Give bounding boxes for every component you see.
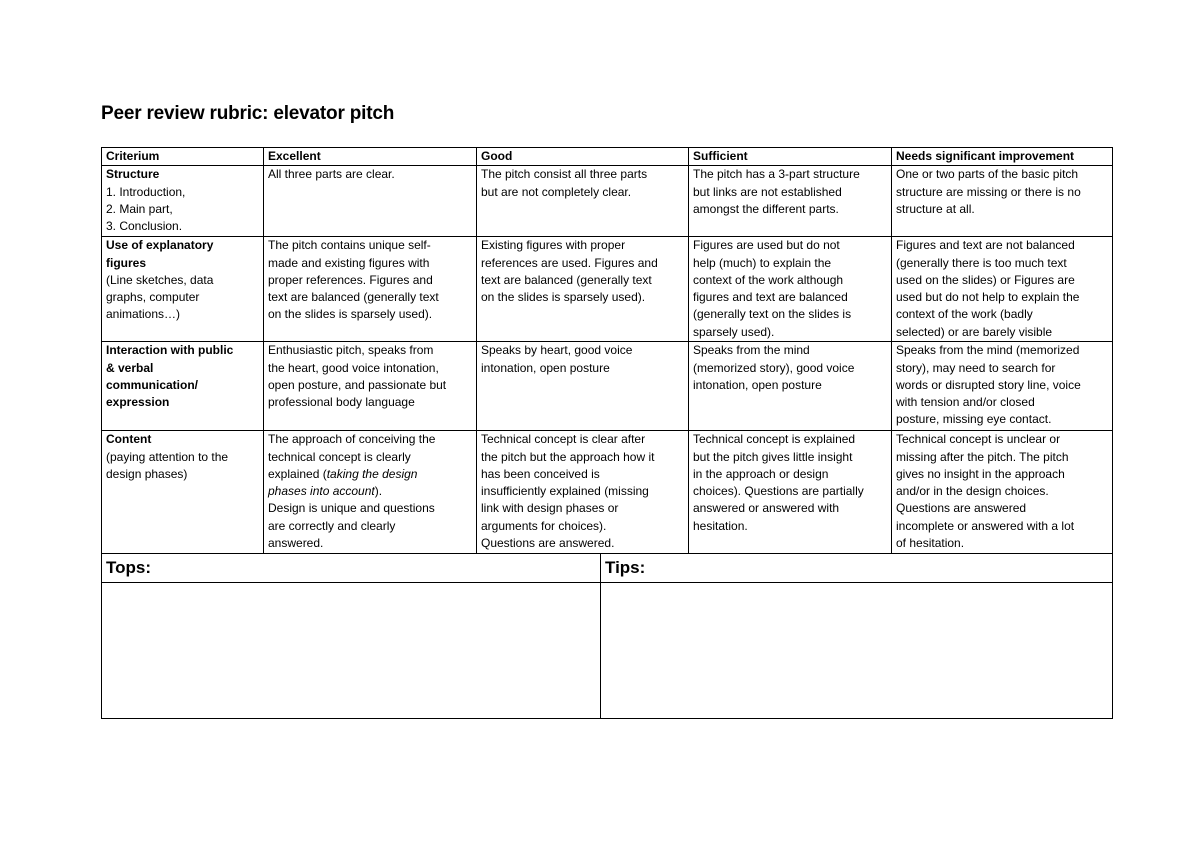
criterion-title: Structure xyxy=(106,167,160,182)
cell-line: All three parts are clear. xyxy=(268,167,395,182)
cell-line: are correctly and clearly xyxy=(268,518,396,533)
cell-line: One or two parts of the basic pitch xyxy=(896,167,1079,182)
criterion-title: Interaction with public xyxy=(106,343,234,358)
cell-line: link with design phases or xyxy=(481,501,619,516)
needs-cell xyxy=(892,431,1113,554)
cell-line: missing after the pitch. The pitch xyxy=(896,449,1069,464)
cell-line: on the slides is sparsely used). xyxy=(481,290,646,305)
good-cell xyxy=(477,166,689,237)
good-cell xyxy=(477,431,689,554)
sufficient-cell xyxy=(689,431,892,554)
good-cell xyxy=(477,237,689,342)
cell-line: on the slides is sparsely used). xyxy=(268,307,433,322)
header-row xyxy=(102,148,1113,166)
criterion-cell xyxy=(102,431,264,554)
table-row xyxy=(102,431,1113,554)
criterion-sub: design phases) xyxy=(106,466,188,481)
cell-line: Technical concept is unclear or xyxy=(896,432,1061,447)
criterion-title: Use of explanatory xyxy=(106,238,214,253)
needs-cell xyxy=(892,237,1113,342)
cell-line: The approach of conceiving the xyxy=(268,432,436,447)
cell-line: of hesitation. xyxy=(896,536,965,551)
cell-line: text are balanced (generally text xyxy=(481,272,652,287)
criterion-sub: (paying attention to the xyxy=(106,449,229,464)
excellent-cell xyxy=(264,166,477,237)
tips-heading: Tips: xyxy=(601,554,1113,583)
cell-line: proper references. Figures and xyxy=(268,272,433,287)
cell-line: Speaks from the mind (memorized xyxy=(896,343,1080,358)
cell-line: posture, missing eye contact. xyxy=(896,412,1052,427)
criterion-sub: graphs, computer xyxy=(106,290,200,305)
cell-line: but are not completely clear. xyxy=(481,184,632,199)
criterion-title: figures xyxy=(106,255,147,270)
cell-line: structure at all. xyxy=(896,201,975,216)
cell-line: The pitch contains unique self- xyxy=(268,238,431,253)
tips-input-area[interactable] xyxy=(601,583,1113,719)
table-row xyxy=(102,342,1113,431)
cell-line: answered or answered with xyxy=(693,501,840,516)
cell-line: but links are not established xyxy=(693,184,842,199)
cell-line: story), may need to search for xyxy=(896,360,1056,375)
cell-line: arguments for choices). xyxy=(481,518,607,533)
cell-line: in the approach or design xyxy=(693,466,829,481)
needs-cell xyxy=(892,342,1113,431)
cell-line: sparsely used). xyxy=(693,324,775,339)
criterion-sub: 3. Conclusion. xyxy=(106,219,183,234)
cell-line: the heart, good voice intonation, xyxy=(268,360,439,375)
header-needs-improvement: Needs significant improvement xyxy=(892,148,1113,166)
cell-line: Figures and text are not balanced xyxy=(896,238,1075,253)
cell-line xyxy=(268,466,472,483)
header-sufficient: Sufficient xyxy=(689,148,892,166)
cell-line: hesitation. xyxy=(693,518,748,533)
cell-line: Technical concept is explained xyxy=(693,432,856,447)
criterion-sub: 2. Main part, xyxy=(106,201,173,216)
rubric-table xyxy=(101,147,1113,554)
cell-line: insufficiently explained (missing xyxy=(481,484,649,499)
criterion-sub: (Line sketches, data xyxy=(106,272,214,287)
cell-line: Figures are used but do not xyxy=(693,238,840,253)
cell-line: references are used. Figures and xyxy=(481,255,658,270)
criterion-cell xyxy=(102,166,264,237)
cell-line: (generally text on the slides is xyxy=(693,307,852,322)
needs-cell xyxy=(892,166,1113,237)
italic-text: taking the design xyxy=(326,466,418,481)
header-good: Good xyxy=(477,148,689,166)
good-cell xyxy=(477,342,689,431)
cell-line: and/or in the design choices. xyxy=(896,484,1049,499)
tops-tips-table xyxy=(101,553,1113,719)
table-row xyxy=(102,237,1113,342)
cell-line: with tension and/or closed xyxy=(896,395,1035,410)
cell-line: Speaks by heart, good voice xyxy=(481,343,633,358)
cell-line: technical concept is clearly xyxy=(268,449,411,464)
sufficient-cell xyxy=(689,342,892,431)
cell-line: Questions are answered xyxy=(896,501,1027,516)
cell-line: context of the work (badly xyxy=(896,307,1033,322)
cell-line: Speaks from the mind xyxy=(693,343,810,358)
cell-line: used on the slides) or Figures are xyxy=(896,272,1075,287)
page-title: Peer review rubric: elevator pitch xyxy=(101,103,395,124)
cell-line: open posture, and passionate but xyxy=(268,377,447,392)
criterion-sub: 1. Introduction, xyxy=(106,184,186,199)
cell-line: Technical concept is clear after xyxy=(481,432,646,447)
criterion-title: expression xyxy=(106,395,170,410)
cell-text: explained ( xyxy=(268,466,327,481)
excellent-cell xyxy=(264,237,477,342)
excellent-cell xyxy=(264,431,477,554)
criterion-title: & verbal xyxy=(106,360,154,375)
cell-line: The pitch has a 3-part structure xyxy=(693,167,860,182)
criterion-cell xyxy=(102,342,264,431)
cell-line: (generally there is too much text xyxy=(896,255,1067,270)
cell-line: used but do not help to explain the xyxy=(896,290,1080,305)
criterion-title: Content xyxy=(106,432,152,447)
cell-text: ). xyxy=(374,484,383,499)
sufficient-cell xyxy=(689,166,892,237)
cell-line: intonation, open posture xyxy=(481,360,610,375)
cell-line: incomplete or answered with a lot xyxy=(896,518,1075,533)
cell-line: but the pitch gives little insight xyxy=(693,449,853,464)
cell-line: has been conceived is xyxy=(481,466,600,481)
cell-line: figures and text are balanced xyxy=(693,290,848,305)
cell-line: answered. xyxy=(268,536,324,551)
cell-line: (memorized story), good voice xyxy=(693,360,855,375)
cell-line: help (much) to explain the xyxy=(693,255,832,270)
cell-line: the pitch but the approach how it xyxy=(481,449,655,464)
sufficient-cell xyxy=(689,237,892,342)
criterion-cell xyxy=(102,237,264,342)
cell-line: selected) or are barely visible xyxy=(896,324,1053,339)
cell-line: words or disrupted story line, voice xyxy=(896,377,1081,392)
criterion-sub: animations…) xyxy=(106,307,181,322)
table-row xyxy=(102,166,1113,237)
cell-line: choices). Questions are partially xyxy=(693,484,864,499)
tops-input-area[interactable] xyxy=(102,583,601,719)
cell-line: Enthusiastic pitch, speaks from xyxy=(268,343,434,358)
cell-line: Design is unique and questions xyxy=(268,501,435,516)
criterion-title: communication/ xyxy=(106,377,199,392)
cell-line: The pitch consist all three parts xyxy=(481,167,648,182)
cell-line: amongst the different parts. xyxy=(693,201,839,216)
cell-line xyxy=(268,483,472,500)
cell-line: gives no insight in the approach xyxy=(896,466,1065,481)
header-excellent: Excellent xyxy=(264,148,477,166)
cell-line: Questions are answered. xyxy=(481,536,615,551)
cell-line: structure are missing or there is no xyxy=(896,184,1081,199)
cell-line: text are balanced (generally text xyxy=(268,290,439,305)
cell-line: made and existing figures with xyxy=(268,255,430,270)
tops-heading: Tops: xyxy=(102,554,601,583)
cell-line: professional body language xyxy=(268,395,415,410)
excellent-cell xyxy=(264,342,477,431)
italic-text: phases into account xyxy=(268,484,375,499)
cell-line: Existing figures with proper xyxy=(481,238,626,253)
cell-line: context of the work although xyxy=(693,272,844,287)
header-criterium: Criterium xyxy=(102,148,264,166)
cell-line: intonation, open posture xyxy=(693,377,822,392)
